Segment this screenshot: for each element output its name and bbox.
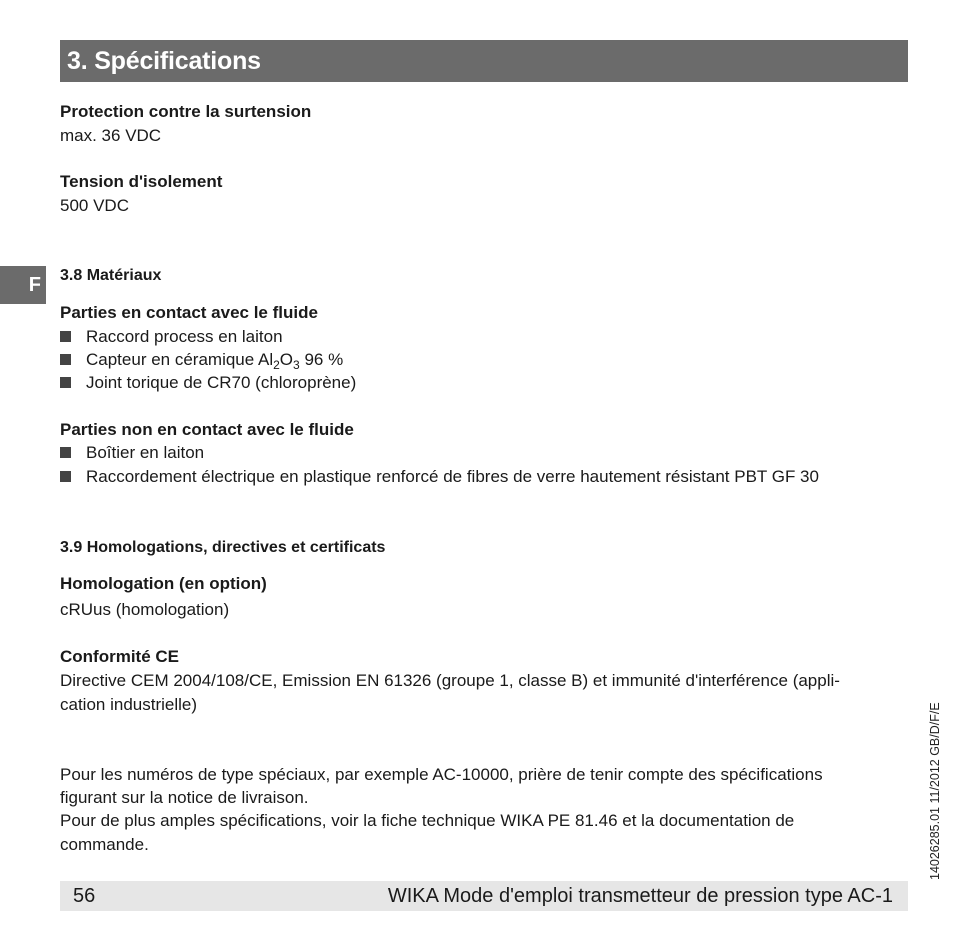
list-item: Raccordement électrique en plastique renforcé de fibres de verre hautement résistant PBT GF 30	[60, 466, 819, 488]
document-title: WIKA Mode d'emploi transmetteur de pression type AC-1	[387, 884, 893, 907]
insulation-value: 500 VDC	[60, 196, 129, 215]
bullet-icon	[60, 331, 71, 342]
bullet-icon	[60, 377, 71, 388]
overvoltage-value: max. 36 VDC	[60, 126, 162, 145]
overvoltage-heading: Protection contre la surtension	[60, 102, 312, 121]
homologation-value: cRUus (homologation)	[60, 600, 230, 619]
ce-text-line: cation industrielle)	[60, 695, 198, 714]
note-line: Pour de plus amples spécifications, voir la fiche technique WIKA PE 81.46 et la documentation de	[60, 811, 795, 830]
list-item: Joint torique de CR70 (chloroprène)	[60, 372, 356, 394]
bullet-icon	[60, 471, 71, 482]
materials-heading: 3.8 Matériaux	[60, 267, 162, 284]
note-line: commande.	[60, 835, 149, 854]
ce-heading: Conformité CE	[60, 647, 179, 666]
section-title: 3. Spécifications	[67, 46, 261, 75]
page-footer	[60, 881, 908, 911]
list-item: Boîtier en laiton	[60, 442, 204, 464]
page-number: 56	[73, 884, 96, 907]
non-wetted-parts-heading: Parties non en contact avec le fluide	[60, 420, 354, 439]
language-tab: F	[0, 266, 46, 304]
ce-text-line: Directive CEM 2004/108/CE, Emission EN 61326 (groupe 1, classe B) et immunité d'interférence (appli-	[60, 671, 840, 690]
list-item: Raccord process en laiton	[60, 326, 283, 348]
section-header-bar	[60, 40, 908, 82]
wetted-parts-heading: Parties en contact avec le fluide	[60, 303, 318, 322]
note-line: figurant sur la notice de livraison.	[60, 788, 309, 807]
note-line: Pour les numéros de type spéciaux, par exemple AC-10000, prière de tenir compte des spécifications	[60, 765, 823, 784]
bullet-icon	[60, 354, 71, 365]
document-code: 14026285.01 11/2012 GB/D/F/E	[928, 702, 942, 880]
homologation-heading: Homologation (en option)	[60, 574, 267, 593]
insulation-heading: Tension d'isolement	[60, 172, 223, 191]
bullet-icon	[60, 447, 71, 458]
approvals-heading: 3.9 Homologations, directives et certificats	[60, 539, 386, 556]
list-item: Capteur en céramique $Al_2O_3$ 96 %	[60, 349, 343, 371]
